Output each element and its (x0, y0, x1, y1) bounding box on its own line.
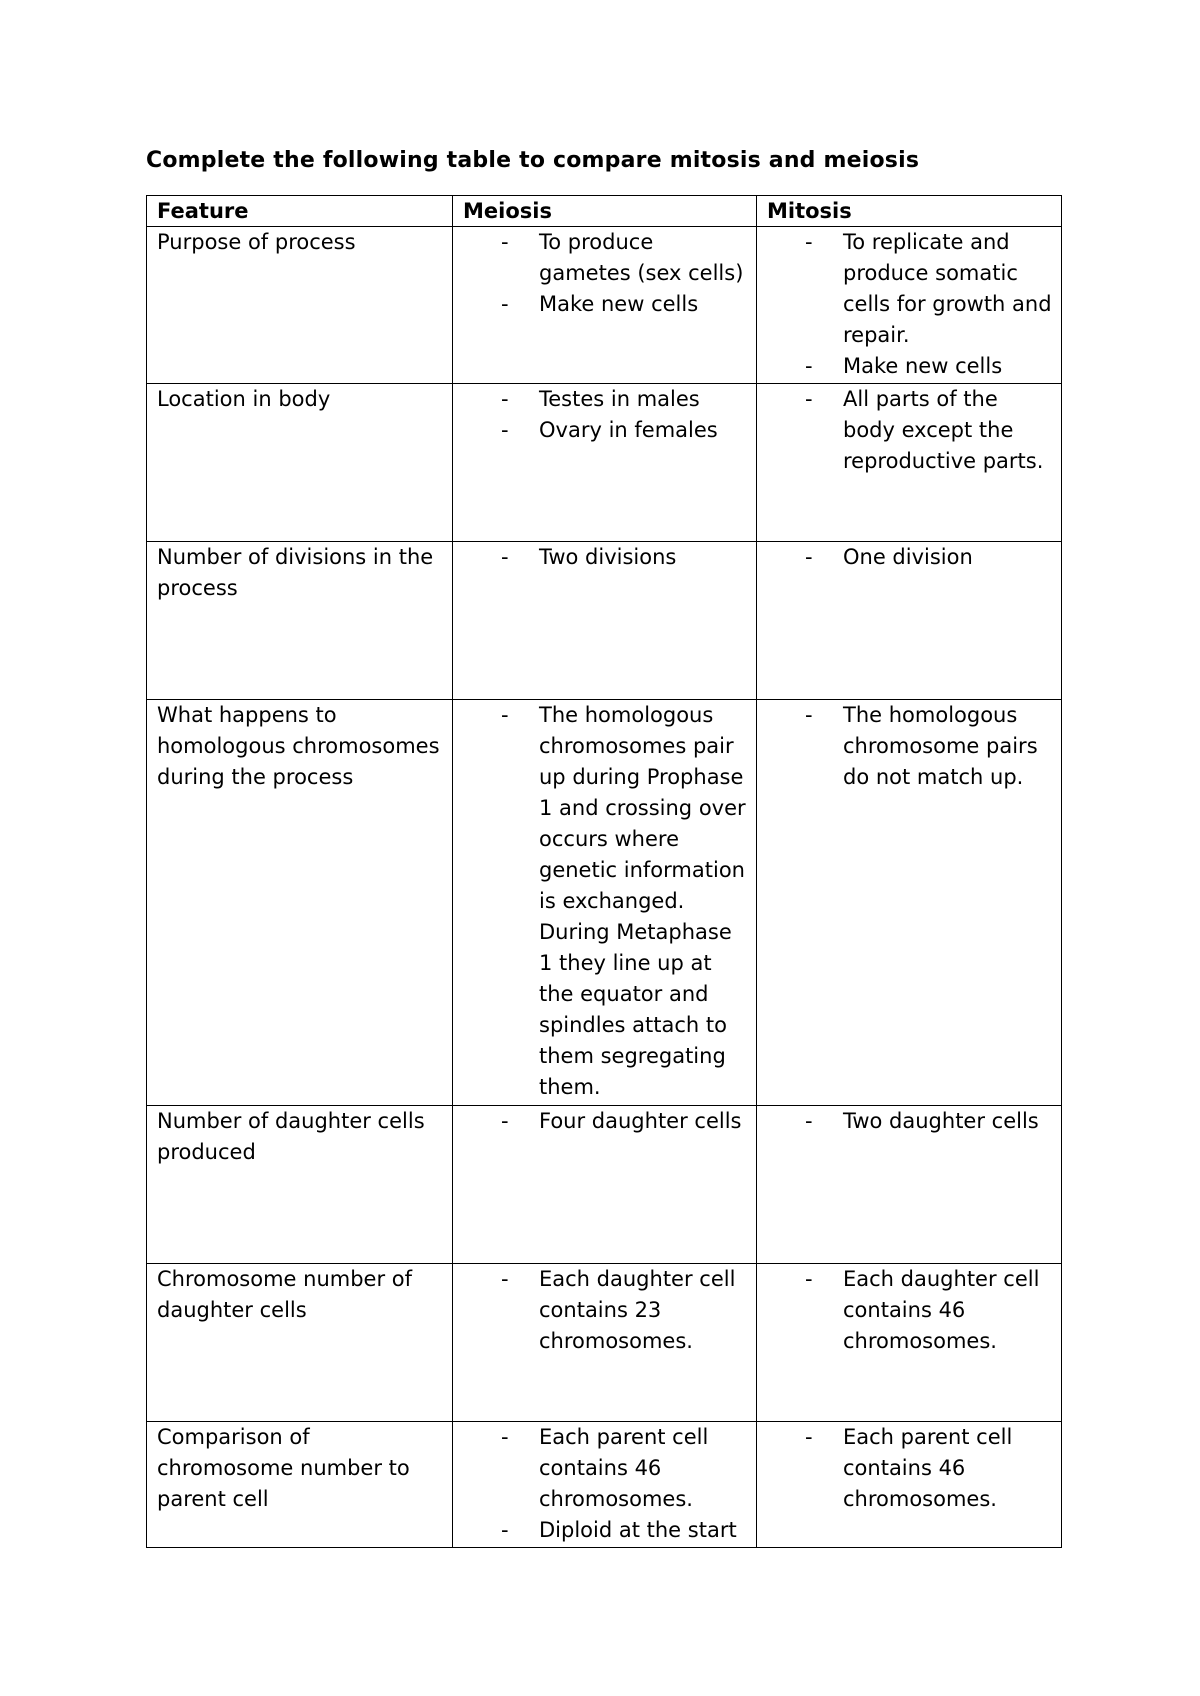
meiosis-cell (453, 384, 757, 542)
table-row (147, 542, 1062, 700)
table-row (147, 1106, 1062, 1264)
list-item: - Two divisions (539, 542, 748, 573)
meiosis-cell (453, 227, 757, 384)
meiosis-list (463, 1106, 748, 1137)
feature-cell: Comparison of chromosome number to parent cell (147, 1422, 453, 1548)
meiosis-list (463, 1422, 748, 1546)
mitosis-list (767, 700, 1053, 793)
mitosis-list (767, 1422, 1053, 1515)
table-header-row (147, 196, 1062, 227)
meiosis-list (463, 384, 748, 446)
list-item: - Testes in males (539, 384, 748, 415)
list-item: - One division (843, 542, 1053, 573)
header-feature: Feature (147, 196, 453, 227)
table-row (147, 227, 1062, 384)
feature-cell: Chromosome number of daughter cells (147, 1264, 453, 1422)
list-item: - The homologous chromosomes pair up during Prophase 1 and crossing over occurs where genetic information is exchanged. During Metaphase 1 they line up at the equator and spindles attach to them segregating them. (539, 700, 748, 1103)
page-title: Complete the following table to compare mitosis and meiosis (146, 148, 920, 173)
list-item: - The homologous chromosome pairs do not match up. (843, 700, 1053, 793)
list-item: - Each parent cell contains 46 chromosomes. (539, 1422, 748, 1515)
feature-cell: Number of daughter cells produced (147, 1106, 453, 1264)
mitosis-list (767, 542, 1053, 573)
meiosis-cell (453, 1264, 757, 1422)
meiosis-list (463, 1264, 748, 1357)
mitosis-cell (757, 227, 1062, 384)
feature-cell: Purpose of process (147, 227, 453, 384)
header-meiosis: Meiosis (453, 196, 757, 227)
mitosis-list (767, 1264, 1053, 1357)
feature-cell: Location in body (147, 384, 453, 542)
list-item: - Each daughter cell contains 23 chromosomes. (539, 1264, 748, 1357)
mitosis-cell (757, 1264, 1062, 1422)
table-row (147, 384, 1062, 542)
table-row (147, 700, 1062, 1106)
list-item: - Ovary in females (539, 415, 748, 446)
feature-cell: What happens to homologous chromosomes during the process (147, 700, 453, 1106)
list-item: - To replicate and produce somatic cells for growth and repair. (843, 227, 1053, 351)
feature-cell: Number of divisions in the process (147, 542, 453, 700)
list-item: - Make new cells (539, 289, 748, 320)
meiosis-list (463, 700, 748, 1103)
table-row (147, 1264, 1062, 1422)
list-item: - To produce gametes (sex cells) (539, 227, 748, 289)
mitosis-list (767, 384, 1053, 477)
mitosis-cell (757, 700, 1062, 1106)
list-item: - Four daughter cells (539, 1106, 748, 1137)
comparison-table (146, 195, 1062, 1548)
header-mitosis: Mitosis (757, 196, 1062, 227)
list-item: - Make new cells (843, 351, 1053, 382)
mitosis-cell (757, 384, 1062, 542)
meiosis-list (463, 227, 748, 320)
list-item: - Diploid at the start (539, 1515, 748, 1546)
list-item: - All parts of the body except the reproductive parts. (843, 384, 1053, 477)
list-item: - Two daughter cells (843, 1106, 1053, 1137)
meiosis-cell (453, 1422, 757, 1548)
meiosis-cell (453, 1106, 757, 1264)
mitosis-cell (757, 1422, 1062, 1548)
meiosis-cell (453, 542, 757, 700)
meiosis-cell (453, 700, 757, 1106)
mitosis-cell (757, 1106, 1062, 1264)
list-item: - Each daughter cell contains 46 chromosomes. (843, 1264, 1053, 1357)
mitosis-list (767, 227, 1053, 382)
mitosis-cell (757, 542, 1062, 700)
mitosis-list (767, 1106, 1053, 1137)
table-row (147, 1422, 1062, 1548)
meiosis-list (463, 542, 748, 573)
list-item: - Each parent cell contains 46 chromosomes. (843, 1422, 1053, 1515)
